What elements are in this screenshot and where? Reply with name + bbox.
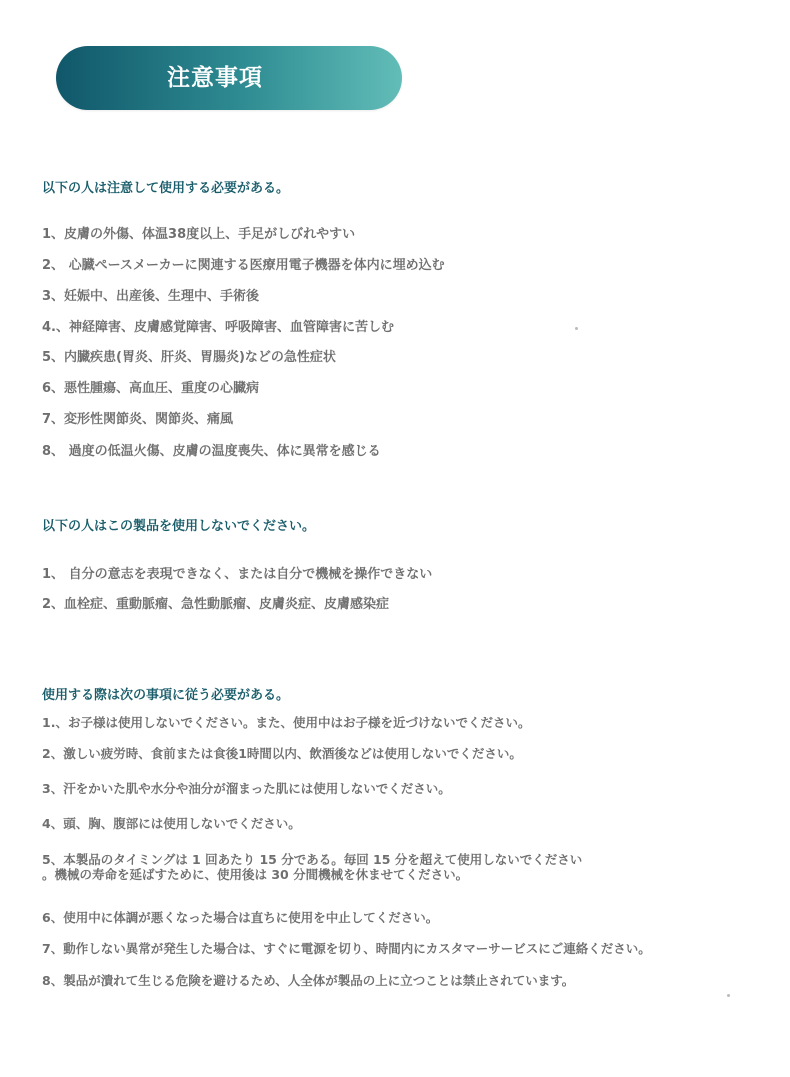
caution-item-6: 6、悪性腫瘍、高血圧、重度の心臓病 <box>42 381 260 396</box>
caution-item-4: 4.、神経障害、皮膚感覚障害、呼吸障害、血管障害に苦しむ <box>42 320 394 335</box>
usage-item-5-continued: 。機械の寿命を延ばすために、使用後は 30 分間機械を休ませてください。 <box>42 867 469 882</box>
usage-item-3: 3、汗をかいた肌や水分や油分が溜まった肌には使用しないでください。 <box>42 781 451 796</box>
caution-item-7: 7、変形性関節炎、関節炎、痛風 <box>42 412 234 427</box>
title-banner <box>56 46 402 110</box>
section-heading-caution: 以下の人は注意して使用する必要がある。 <box>42 181 290 196</box>
scan-speck <box>727 994 730 997</box>
prohibited-item-2: 2、血栓症、重動脈瘤、急性動脈瘤、皮膚炎症、皮膚感染症 <box>42 597 390 612</box>
caution-item-1: 1、皮膚の外傷、体温38度以上、手足がしびれやすい <box>42 227 356 242</box>
usage-item-5: 5、本製品のタイミングは 1 回あたり 15 分である。毎回 15 分を超えて使用しないでください <box>42 852 583 867</box>
usage-item-1: 1.、お子様は使用しないでください。また、使用中はお子様を近づけないでください。 <box>42 715 531 730</box>
section-heading-usage: 使用する際は次の事項に従う必要がある。 <box>42 688 290 703</box>
usage-item-4: 4、頭、胸、腹部には使用しないでください。 <box>42 816 301 831</box>
usage-item-2: 2、激しい疲労時、食前または食後1時間以内、飲酒後などは使用しないでください。 <box>42 746 522 761</box>
caution-item-8: 8、 過度の低温火傷、皮膚の温度喪失、体に異常を感じる <box>42 444 381 459</box>
caution-item-3: 3、妊娠中、出産後、生理中、手術後 <box>42 289 260 304</box>
usage-item-7: 7、動作しない異常が発生した場合は、すぐに電源を切り、時間内にカスタマーサービスにご連絡ください。 <box>42 941 651 956</box>
section-heading-prohibited: 以下の人はこの製品を使用しないでください。 <box>42 519 316 534</box>
scan-speck <box>575 327 578 330</box>
usage-item-6: 6、使用中に体調が悪くなった場合は直ちに使用を中止してください。 <box>42 910 439 925</box>
usage-item-8: 8、製品が潰れて生じる危険を避けるため、人全体が製品の上に立つことは禁止されています。 <box>42 973 575 988</box>
caution-item-5: 5、内臓疾患(胃炎、肝炎、胃腸炎)などの急性症状 <box>42 350 336 365</box>
page-title: 注意事項 <box>167 65 263 91</box>
prohibited-item-1: 1、 自分の意志を表現できなく、または自分で機械を操作できない <box>42 567 433 582</box>
caution-item-2: 2、 心臓ペースメーカーに関連する医療用電子機器を体内に埋め込む <box>42 258 445 273</box>
